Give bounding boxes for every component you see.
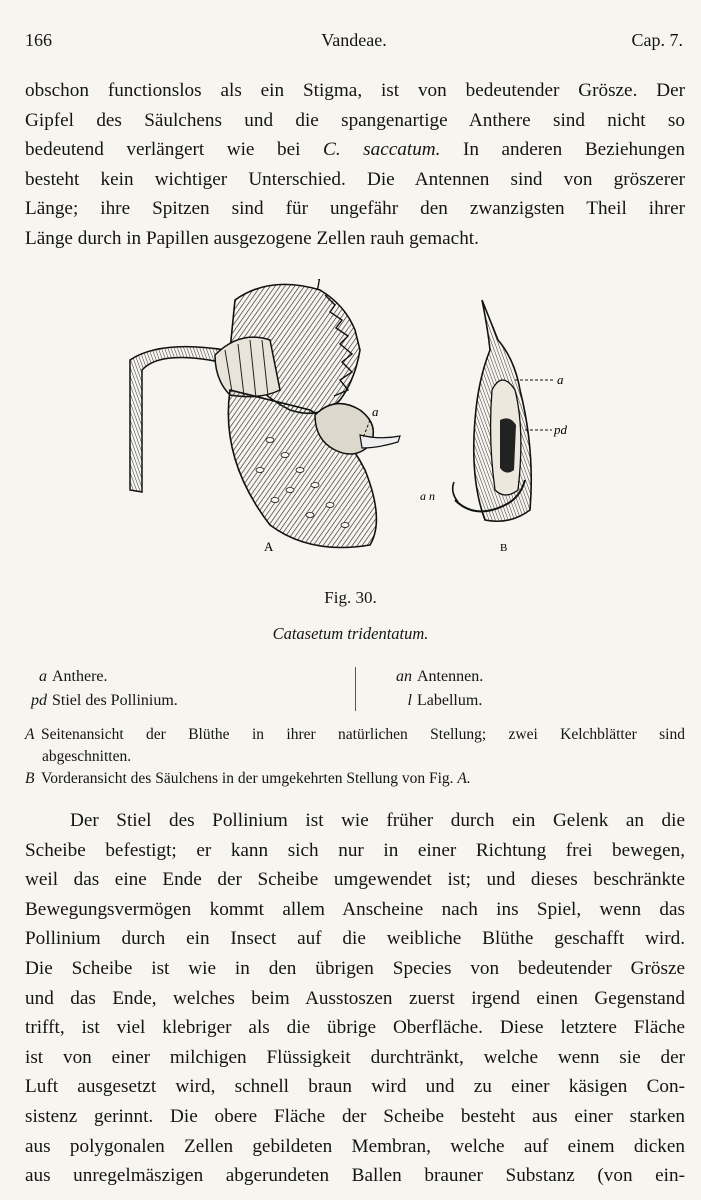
- figure-caption: [25, 724, 685, 790]
- label-an: a n: [420, 489, 435, 503]
- caption-letter: A: [25, 726, 35, 743]
- caption-line: [25, 724, 685, 746]
- text-line: besteht kein wichtiger Unterschied. Die Antennen sind von gröszerer: [25, 168, 685, 190]
- text-span: bedeutend verlängert wie bei: [25, 139, 301, 161]
- section-title: Vandeae.: [321, 30, 387, 50]
- text-line: obschon functionslos als ein Stigma, ist von bedeutender Grösze. Der: [25, 80, 685, 101]
- text-line: Bewegungsvermögen kommt allem Anscheine nach ins Spiel, wenn das: [25, 898, 685, 920]
- label-pd: pd: [554, 422, 567, 437]
- legend-abbr: an: [396, 668, 412, 685]
- caption-text: Seitenansicht der Blüthe in ihrer natürlichen Stellung; zwei Kelchblätter sind: [41, 726, 685, 743]
- text-line: aus unregelmäszigen abgerundeten Ballen brauner Substanz (von ein-: [25, 1165, 685, 1187]
- legend-column-left: [25, 665, 178, 713]
- drawing-b: [453, 300, 555, 521]
- legend-abbr: l: [407, 692, 412, 709]
- text-span: In anderen Beziehungen: [463, 139, 685, 161]
- legend-column-right: [390, 665, 483, 713]
- text-line: Der Stiel des Pollinium ist wie früher durch ein Gelenk an die: [70, 810, 685, 831]
- text-line: ist von einer milchigen Flüssigkeit durchtränkt, welche wenn sie der: [25, 1046, 685, 1068]
- text-line: sistenz gerinnt. Die obere Fläche der Scheibe besteht aus einer starken: [25, 1105, 685, 1127]
- text-line: Länge; ihre Spitzen sind für ungefähr den zwanzigsten Theil ihrer: [25, 198, 685, 220]
- species-reference: C. saccatum.: [323, 139, 441, 161]
- text-line: Die Scheibe ist wie in den übrigen Species von bedeutender Grösze: [25, 957, 685, 979]
- text-line: und das Ende, welches beim Ausstoszen zuerst irgend einen Gegenstand: [25, 987, 685, 1009]
- legend-text: Antennen.: [417, 668, 484, 685]
- paragraph-top: [25, 76, 685, 254]
- legend-item: [390, 665, 483, 689]
- page-number: 166: [25, 30, 52, 50]
- text-line: [25, 135, 685, 165]
- caption-text: Vorderansicht des Säulchens in der umgekehrten Stellung von Fig.: [41, 770, 454, 787]
- label-B: B: [500, 542, 508, 554]
- running-head: [25, 30, 683, 56]
- caption-ref: A.: [457, 770, 471, 787]
- legend-text: Labellum.: [417, 692, 483, 709]
- figure-number: Fig. 30.: [324, 588, 377, 607]
- label-A: A: [264, 539, 274, 554]
- caption-letter: B: [25, 770, 35, 787]
- legend-item: [390, 689, 483, 713]
- chapter-label: Cap. 7.: [631, 30, 683, 50]
- figure-illustration: [120, 270, 600, 560]
- caption-line: abgeschnitten.: [42, 748, 132, 765]
- legend-item: [25, 689, 178, 713]
- legend-abbr: a: [39, 668, 47, 685]
- text-line: Scheibe befestigt; er kann sich nur in einer Richtung frei bewegen,: [25, 839, 685, 861]
- caption-line: [25, 768, 685, 790]
- legend-abbr: pd: [31, 692, 47, 709]
- text-line: aus polygonalen Zellen gebildeten Membran, welche auf einem dicken: [25, 1135, 685, 1157]
- text-line: trifft, ist viel klebriger als die übrige Oberfläche. Diese letztere Fläche: [25, 1017, 685, 1039]
- legend-divider: [355, 667, 356, 711]
- text-line: weil das eine Ende der Scheibe umgewendet ist; und dieses beschränkte: [25, 869, 685, 891]
- legend-text: Anthere.: [52, 668, 108, 685]
- text-line: Pollinium durch ein Insect auf die weibliche Blüthe geschafft wird.: [25, 928, 685, 950]
- legend-item: [25, 665, 178, 689]
- label-l: l: [316, 277, 321, 294]
- text-line: Gipfel des Säulchens und die spangenartige Anthere sind nicht so: [25, 109, 685, 131]
- text-line: Luft ausgesetzt wird, schnell braun wird und zu einer käsigen Con-: [25, 1076, 685, 1098]
- figure-species: Catasetum tridentatum.: [272, 624, 429, 643]
- label-a-right: a: [557, 372, 564, 387]
- label-a-left: a: [372, 404, 379, 419]
- text-line: Länge durch in Papillen ausgezogene Zellen rauh gemacht.: [25, 227, 479, 249]
- engraving: [120, 270, 600, 560]
- legend-text: Stiel des Pollinium.: [52, 692, 178, 709]
- paragraph-bottom: [25, 806, 685, 1191]
- drawing-a: [130, 284, 400, 547]
